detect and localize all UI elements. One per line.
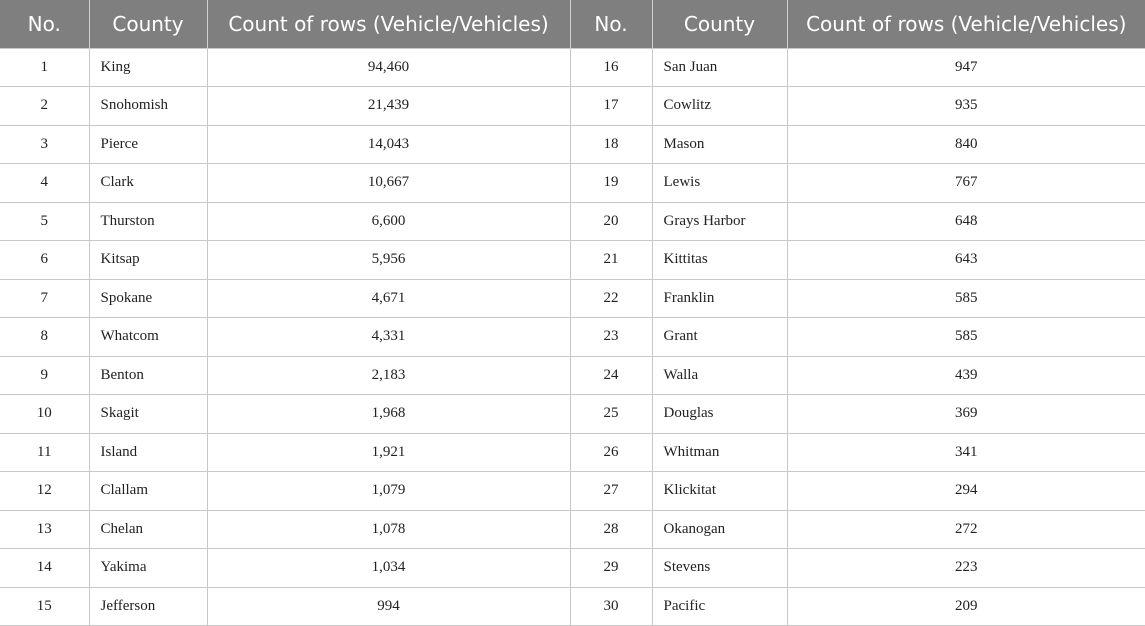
table-row [0, 549, 1145, 588]
cell-count: 767 [787, 164, 1145, 203]
header-row [0, 0, 1145, 48]
cell-no: 2 [0, 87, 89, 126]
cell-count: 935 [787, 87, 1145, 126]
cell-no: 14 [0, 549, 89, 588]
cell-count: 643 [787, 241, 1145, 280]
table-row [0, 433, 1145, 472]
cell-county: Okanogan [652, 510, 787, 549]
cell-no: 15 [0, 587, 89, 626]
cell-count: 585 [787, 279, 1145, 318]
cell-county: King [89, 48, 207, 87]
table-row [0, 202, 1145, 241]
cell-county: Grays Harbor [652, 202, 787, 241]
cell-no: 3 [0, 125, 89, 164]
cell-no: 12 [0, 472, 89, 511]
cell-county: Grant [652, 318, 787, 357]
cell-county: Island [89, 433, 207, 472]
cell-no: 29 [570, 549, 652, 588]
table-row [0, 356, 1145, 395]
cell-count: 439 [787, 356, 1145, 395]
cell-county: Klickitat [652, 472, 787, 511]
cell-no: 16 [570, 48, 652, 87]
header-no: No. [570, 0, 652, 48]
cell-no: 27 [570, 472, 652, 511]
cell-no: 30 [570, 587, 652, 626]
cell-county: Snohomish [89, 87, 207, 126]
cell-no: 5 [0, 202, 89, 241]
cell-count: 1,921 [207, 433, 570, 472]
header-count: Count of rows (Vehicle/Vehicles) [787, 0, 1145, 48]
cell-count: 10,667 [207, 164, 570, 203]
cell-no: 21 [570, 241, 652, 280]
cell-no: 13 [0, 510, 89, 549]
cell-no: 1 [0, 48, 89, 87]
header-county: County [89, 0, 207, 48]
table-row [0, 164, 1145, 203]
table-row [0, 241, 1145, 280]
cell-no: 19 [570, 164, 652, 203]
cell-count: 4,671 [207, 279, 570, 318]
cell-count: 994 [207, 587, 570, 626]
cell-no: 22 [570, 279, 652, 318]
cell-county: Stevens [652, 549, 787, 588]
table-row [0, 395, 1145, 434]
cell-county: Whatcom [89, 318, 207, 357]
cell-county: Thurston [89, 202, 207, 241]
cell-no: 11 [0, 433, 89, 472]
cell-count: 94,460 [207, 48, 570, 87]
table-row [0, 87, 1145, 126]
cell-county: Whitman [652, 433, 787, 472]
cell-county: Spokane [89, 279, 207, 318]
cell-county: Clallam [89, 472, 207, 511]
header-count: Count of rows (Vehicle/Vehicles) [207, 0, 570, 48]
cell-count: 369 [787, 395, 1145, 434]
header-county: County [652, 0, 787, 48]
cell-count: 648 [787, 202, 1145, 241]
cell-no: 7 [0, 279, 89, 318]
cell-county: Yakima [89, 549, 207, 588]
cell-count: 14,043 [207, 125, 570, 164]
table-body [0, 48, 1145, 626]
table-row [0, 318, 1145, 357]
table-row [0, 125, 1145, 164]
cell-count: 840 [787, 125, 1145, 164]
cell-county: Kitsap [89, 241, 207, 280]
cell-county: Jefferson [89, 587, 207, 626]
cell-no: 10 [0, 395, 89, 434]
cell-count: 1,968 [207, 395, 570, 434]
cell-count: 2,183 [207, 356, 570, 395]
cell-county: Chelan [89, 510, 207, 549]
cell-county: Benton [89, 356, 207, 395]
table-row [0, 279, 1145, 318]
cell-no: 24 [570, 356, 652, 395]
cell-county: Cowlitz [652, 87, 787, 126]
cell-county: Pierce [89, 125, 207, 164]
cell-count: 294 [787, 472, 1145, 511]
cell-no: 26 [570, 433, 652, 472]
cell-no: 23 [570, 318, 652, 357]
header-no: No. [0, 0, 89, 48]
cell-count: 5,956 [207, 241, 570, 280]
cell-county: Mason [652, 125, 787, 164]
table-row [0, 48, 1145, 87]
cell-county: Franklin [652, 279, 787, 318]
cell-no: 9 [0, 356, 89, 395]
cell-count: 585 [787, 318, 1145, 357]
cell-count: 341 [787, 433, 1145, 472]
cell-count: 272 [787, 510, 1145, 549]
cell-count: 1,034 [207, 549, 570, 588]
cell-no: 6 [0, 241, 89, 280]
cell-no: 8 [0, 318, 89, 357]
cell-county: Clark [89, 164, 207, 203]
cell-count: 4,331 [207, 318, 570, 357]
table-row [0, 587, 1145, 626]
table-row [0, 472, 1145, 511]
cell-county: Pacific [652, 587, 787, 626]
cell-count: 21,439 [207, 87, 570, 126]
cell-county: Skagit [89, 395, 207, 434]
cell-no: 20 [570, 202, 652, 241]
table-row [0, 510, 1145, 549]
cell-count: 1,078 [207, 510, 570, 549]
cell-county: San Juan [652, 48, 787, 87]
cell-no: 17 [570, 87, 652, 126]
cell-count: 1,079 [207, 472, 570, 511]
cell-county: Douglas [652, 395, 787, 434]
cell-count: 223 [787, 549, 1145, 588]
cell-count: 6,600 [207, 202, 570, 241]
cell-county: Kittitas [652, 241, 787, 280]
cell-no: 25 [570, 395, 652, 434]
cell-no: 18 [570, 125, 652, 164]
cell-no: 28 [570, 510, 652, 549]
cell-county: Lewis [652, 164, 787, 203]
cell-count: 947 [787, 48, 1145, 87]
cell-county: Walla [652, 356, 787, 395]
cell-no: 4 [0, 164, 89, 203]
cell-count: 209 [787, 587, 1145, 626]
